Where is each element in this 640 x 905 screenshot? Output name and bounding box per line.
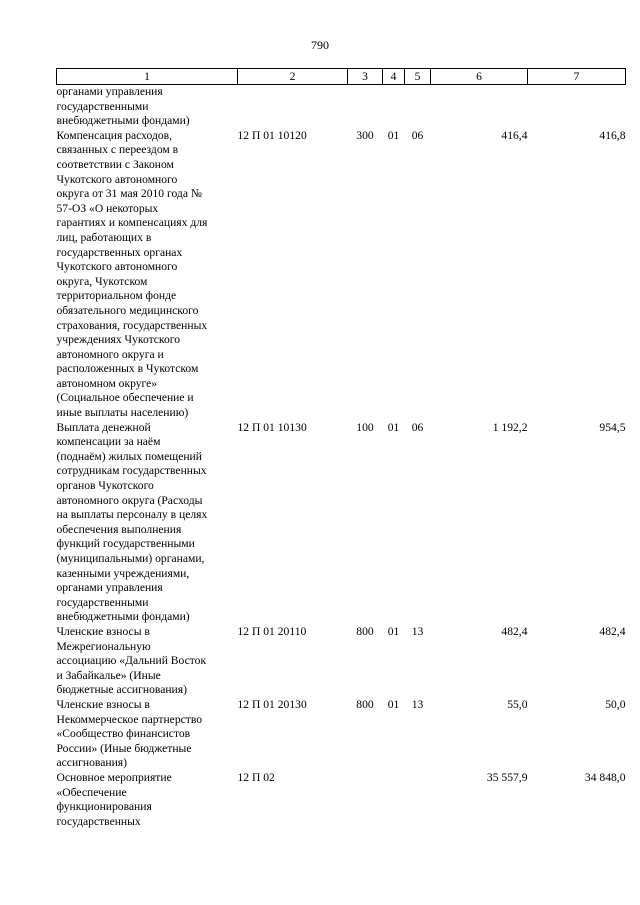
row-c3: 100 [356,420,374,434]
row-c3 [348,771,383,829]
column-header: 7 [528,69,626,85]
table-row [57,771,626,829]
column-header: 3 [348,69,383,85]
row-c5: 13 [411,624,424,638]
row-code [238,85,348,129]
row-c6: 482,4 [501,624,528,638]
row-name [57,85,238,129]
row-name [57,771,238,829]
row-name-text: органами управления государственными внебюджетными фондами) [56,85,190,128]
row-code: 12 П 01 10120 [237,128,307,142]
row-c6: 416,4 [501,128,528,142]
row-code: 12 П 01 10130 [237,420,307,434]
row-c5 [405,85,431,129]
row-c4 [383,85,405,129]
row-name [57,129,238,421]
row-c5 [405,771,431,829]
row-name [57,625,238,698]
row-code: 12 П 01 20110 [237,624,307,638]
column-header: 2 [238,69,348,85]
row-c4: 01 [387,697,400,711]
table-row [57,85,626,129]
page-number: 790 [311,38,329,52]
header-row [57,69,626,85]
row-c6 [431,85,528,129]
row-c3: 800 [356,624,374,638]
row-c3: 800 [356,697,374,711]
row-c5: 06 [411,420,424,434]
table-row [57,698,626,771]
column-header: 6 [431,69,528,85]
row-code: 12 П 01 20130 [237,697,307,711]
row-c7: 34 848,0 [584,770,626,784]
row-name-text: Выплата денежной компенсации за наём (поднаём) жилых помещений сотрудникам государственных органов Чукотского автономного округа (Расходы на выплаты персоналу в целях обеспечения выполнения функций государственными (муниципальными) органами, казенными учреждениями, органами управления государственными внебюджетными фондами) [56,420,208,624]
row-name-text: Компенсация расходов, связанных с переездом в соответствии с Законом Чукотского автономного округа от 31 мая 2010 года № 57-ОЗ «О некоторых гарантиях и компенсациях для лиц, работающих в государственных органах Чукотского автономного округа, Чукотском территориальном фонде обязательного медицинского страхования, государственных учреждениях Чукотского автономного округа и расположенных в Чукотском автономном округе» (Социальное обеспечение и иные выплаты населению) [56,128,208,420]
column-header: 4 [383,69,405,85]
row-c4: 01 [387,128,400,142]
table-row [57,129,626,421]
row-name-text: Членские взносы в Некоммерческое партнерство «Сообщество финансистов России» (Иные бюджетные ассигнования) [56,697,203,770]
row-c4: 01 [387,420,400,434]
row-c6: 1 192,2 [492,420,528,434]
budget-table [56,68,626,829]
row-c3 [348,85,383,129]
row-name-text: Основное мероприятие «Обеспечение функционирования государственных [56,770,172,828]
table-row [57,625,626,698]
table-row [57,421,626,625]
row-c3: 300 [356,128,374,142]
row-name [57,421,238,625]
row-code: 12 П 02 [237,770,275,784]
column-header: 1 [57,69,238,85]
row-c7: 50,0 [605,697,626,711]
column-header: 5 [405,69,431,85]
row-c7 [528,85,626,129]
row-c5: 13 [411,697,424,711]
row-c7: 416,8 [599,128,626,142]
row-c5: 06 [411,128,424,142]
row-name-text: Членские взносы в Межрегиональную ассоциацию «Дальний Восток и Забайкалье» (Иные бюджетные ассигнования) [56,624,207,697]
row-c7: 954,5 [599,420,626,434]
row-c4: 01 [387,624,400,638]
row-c4 [383,771,405,829]
row-c6: 55,0 [507,697,528,711]
row-name [57,698,238,771]
row-c7: 482,4 [599,624,626,638]
row-c6: 35 557,9 [486,770,528,784]
